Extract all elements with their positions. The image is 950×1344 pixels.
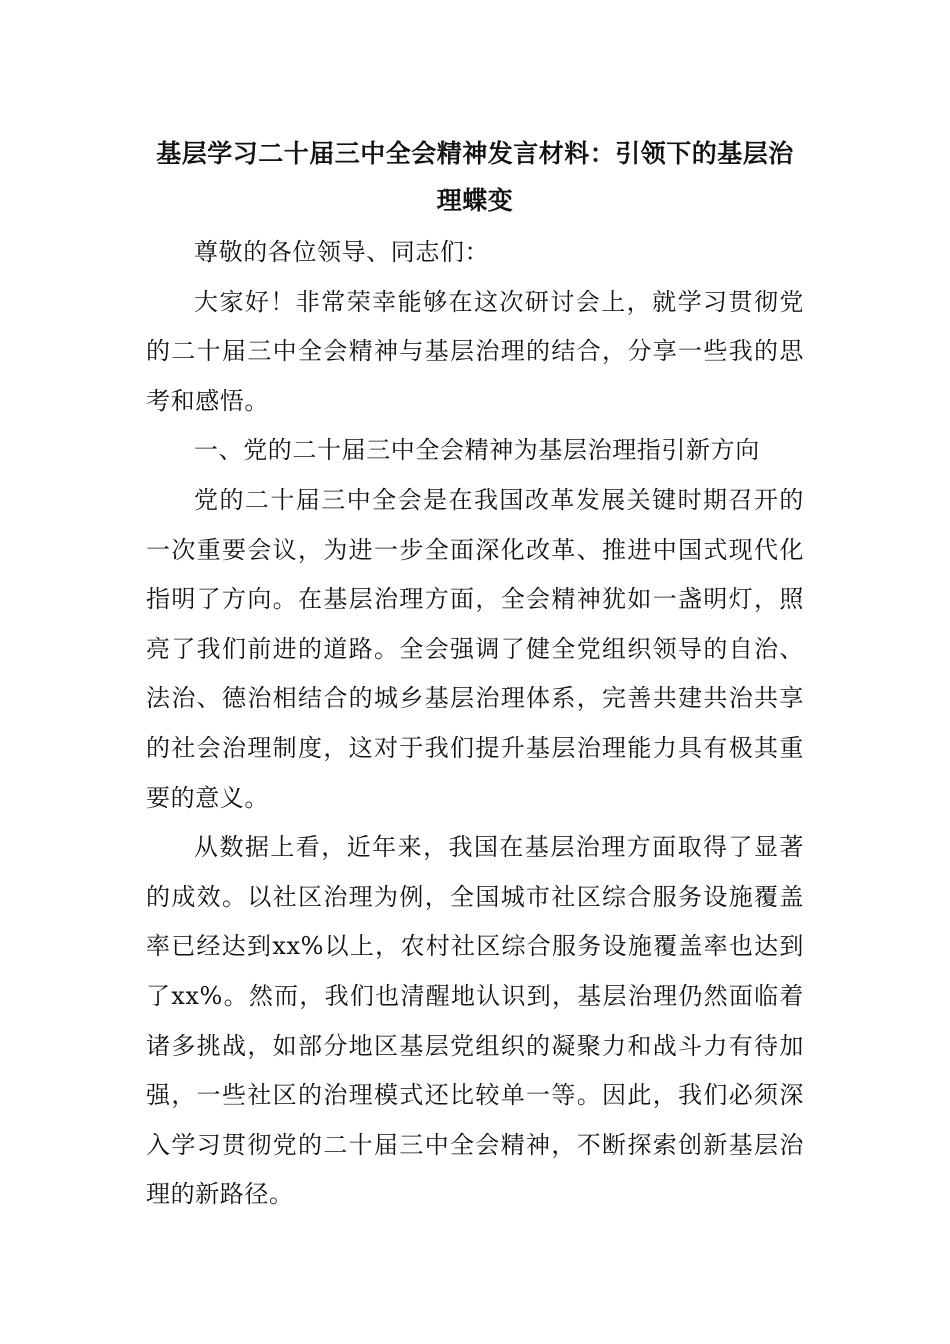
salutation: 尊敬的各位领导、同志们： [194,238,490,266]
section-heading: 一、党的二十届三中全会精神为基层治理指引新方向 [194,436,760,465]
greeting-paragraph: 大家好！非常荣幸能够在这次研讨会上，就学习贯彻党的二十届三中全会精神与基层治理的结合，分享一些我的思考和感悟。 [146,287,804,415]
body-paragraph: 从数据上看，近年来，我国在基层治理方面取得了显著的成效。以社区治理为例，全国城市社区综合服务设施覆盖率已经达到xx%以上，农村社区综合服务设施覆盖率也达到了xx%。然而，我们也清醒地认识到，基层治理仍然面临着诸多挑战，如部分地区基层党组织的凝聚力和战斗力有待加强，一些社区的治理模式还比较单一等。因此，我们必须深入学习贯彻党的二十届三中全会精神，不断探索创新基层治理的新路径。 [146,833,804,1209]
body-paragraph: 党的二十届三中全会是在我国改革发展关键时期召开的一次重要会议，为进一步全面深化改革、推进中国式现代化指明了方向。在基层治理方面，全会精神犹如一盏明灯，照亮了我们前进的道路。全会强调了健全党组织领导的自治、法治、德治相结合的城乡基层治理体系，完善共建共治共享的社会治理制度，这对于我们提升基层治理能力具有极其重要的意义。 [146,485,804,812]
document-title: 基层学习二十届三中全会精神发言材料：引领下的基层治理蝶变 [156,139,794,215]
document-body [146,228,804,1220]
